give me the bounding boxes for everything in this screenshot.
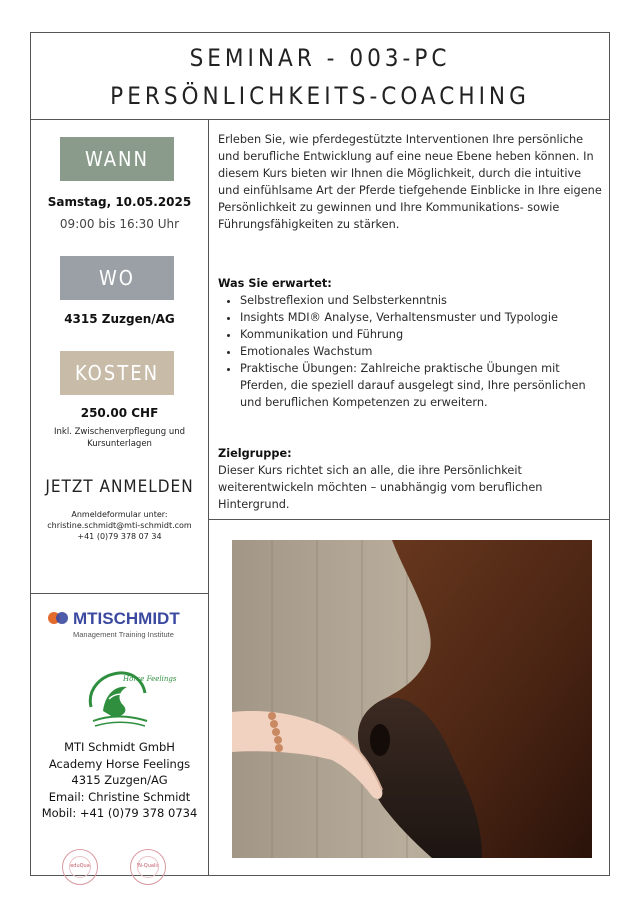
left-divider <box>31 593 208 594</box>
logo-text: MTISCHMIDT <box>73 609 180 628</box>
register-email[interactable]: christine.schmidt@mti-schmidt.com <box>47 521 192 530</box>
wann-label: WANN <box>60 137 174 181</box>
register-line-1: Anmeldeformular unter: <box>71 510 168 519</box>
seminar-title: SEMINAR - 003-PC <box>189 44 451 72</box>
info-column <box>31 119 209 875</box>
register-heading: JETZT ANMELDEN <box>45 477 194 497</box>
event-time: 09:00 bis 16:30 Uhr <box>59 217 180 231</box>
price-note-2: Kursunterlagen <box>87 439 152 449</box>
mti-schmidt-logo <box>45 607 195 643</box>
expect-heading: Was Sie erwartet: <box>218 277 332 290</box>
intro-text: Erleben Sie, wie pferdegestützte Interventionen Ihre persönliche und berufliche Entwicklung auf eine neue Ebene heben können. In diesem Kurs bieten wir Ihnen die Möglichkeit, durch die intuitive und einfühlsame Art der Pferde tiefgehende Einblicke in Ihre eigene Persönlichkeit zu gewinnen und Ihre Kommunikations- sowie Führungsfähigkeiten zu stärken. <box>218 133 602 231</box>
target-heading: Zielgruppe: <box>218 447 292 460</box>
flyer-frame <box>30 32 610 876</box>
target-text: Dieser Kurs richtet sich an alle, die ihre Persönlichkeit weiterentwickeln möchten – unabhängig vom beruflichen Hintergrund. <box>218 464 543 511</box>
wo-label: WO <box>60 256 174 300</box>
horse-logo-text: Horse Feelings <box>123 675 177 683</box>
target-section <box>218 445 604 513</box>
address-line: Academy Horse Feelings <box>48 756 191 771</box>
seal-label: IN-Qualis <box>136 863 160 869</box>
price-note-1: Inkl. Zwischenverpflegung und <box>54 427 185 437</box>
list-item: • Emotionales Wachstum <box>240 343 604 360</box>
event-date: Samstag, 10.05.2025 <box>47 195 192 209</box>
logo-subtext: Management Training Institute <box>73 630 174 639</box>
price: 250.00 CHF <box>80 406 159 420</box>
expect-section <box>218 275 604 411</box>
horse-hand-photo <box>232 540 592 858</box>
eduqua-seal-icon <box>62 849 98 885</box>
event-location: 4315 Zuzgen/AG <box>64 312 175 326</box>
list-item: • Selbstreflexion und Selbsterkenntnis <box>240 292 604 309</box>
list-item: • Kommunikation und Führung <box>240 326 604 343</box>
inqualis-seal-icon <box>130 849 166 885</box>
list-item: • Insights MDI® Analyse, Verhaltensmuster und Typologie <box>240 309 604 326</box>
title-box <box>31 33 609 120</box>
address-block <box>31 739 208 822</box>
horse-feelings-logo <box>79 659 177 733</box>
seal-label: eduQua <box>70 863 90 869</box>
address-line: MTI Schmidt GmbH <box>64 740 175 754</box>
register-phone[interactable]: +41 (0)79 378 07 34 <box>77 532 162 541</box>
address-email: Email: Christine Schmidt <box>48 789 191 804</box>
description-column <box>209 119 609 875</box>
expect-list <box>218 292 604 411</box>
list-item: • Praktische Übungen: Zahlreiche praktische Übungen mit Pferden, die speziell darauf ausgelegt sind, Ihre persönlichen und beruflichen Kompetenzen zu erweitern. <box>240 360 604 411</box>
address-phone: Mobil: +41 (0)79 378 0734 <box>41 806 198 820</box>
address-line: 4315 Zuzgen/AG <box>71 773 168 787</box>
right-divider <box>209 519 609 520</box>
seminar-subtitle: PERSÖNLICHKEITS-COACHING <box>110 82 530 110</box>
kosten-label: KOSTEN <box>60 351 174 395</box>
